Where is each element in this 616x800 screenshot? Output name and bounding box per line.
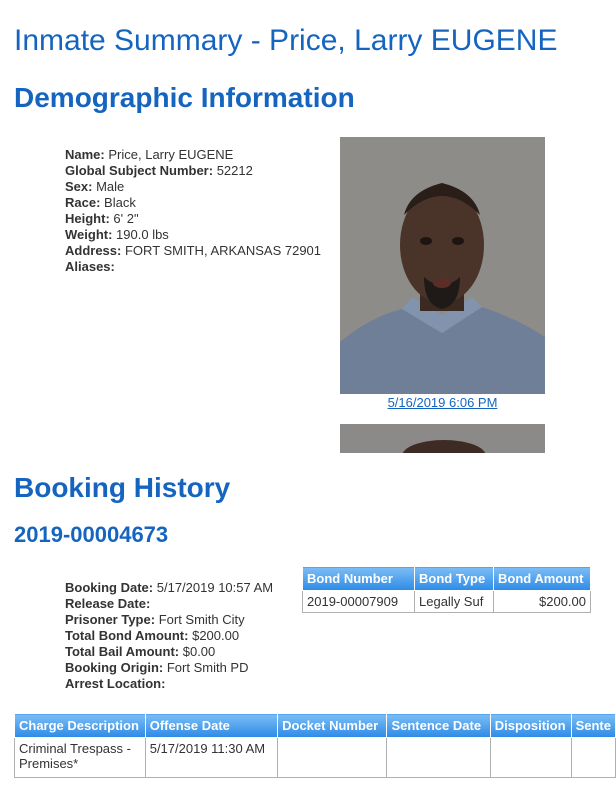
charge-table-header (15, 714, 616, 738)
booking-details (65, 580, 273, 692)
field-sex: Sex: Male (65, 179, 125, 194)
bond-type-cell: Legally Suf (415, 591, 494, 613)
table-row (15, 738, 616, 778)
bond-amount-header: Bond Amount (494, 567, 591, 591)
field-name: Name: Price, Larry EUGENE (65, 147, 234, 162)
field-prisoner-type: Prisoner Type: Fort Smith City (65, 612, 245, 627)
bond-table (302, 566, 591, 613)
docket-number-header: Docket Number (278, 714, 387, 738)
demographic-details (65, 147, 321, 275)
offense-date-cell: 5/17/2019 11:30 AM (145, 738, 277, 778)
booking-number: 2019-00004673 (14, 522, 169, 547)
field-race: Race: Black (65, 195, 136, 210)
field-weight: Weight: 190.0 lbs (65, 227, 169, 242)
field-arrest-location: Arrest Location: (65, 676, 166, 691)
bond-type-header: Bond Type (415, 567, 494, 591)
booking-history-heading: Booking History (14, 472, 231, 503)
charge-description-cell: Criminal Trespass - Premises* (15, 738, 146, 778)
field-address: Address: FORT SMITH, ARKANSAS 72901 (65, 243, 322, 258)
field-total-bond-amount: Total Bond Amount: $200.00 (65, 628, 240, 643)
mugshot-photo[interactable] (340, 137, 545, 394)
field-booking-date: Booking Date: 5/17/2019 10:57 AM (65, 580, 274, 595)
bond-number-header: Bond Number (303, 567, 415, 591)
disposition-cell (490, 738, 571, 778)
field-global-subject-number: Global Subject Number: 52212 (65, 163, 253, 178)
field-height: Height: 6' 2" (65, 211, 139, 226)
bond-number-cell: 2019-00007909 (303, 591, 415, 613)
field-booking-origin: Booking Origin: Fort Smith PD (65, 660, 249, 675)
bond-amount-cell: $200.00 (494, 591, 591, 613)
sentence-date-header: Sentence Date (387, 714, 490, 738)
field-total-bail-amount: Total Bail Amount: $0.00 (65, 644, 216, 659)
table-row (303, 591, 591, 613)
charge-table (14, 713, 616, 778)
field-release-date: Release Date: (65, 596, 151, 611)
sentence-header: Sente (571, 714, 615, 738)
docket-number-cell (278, 738, 387, 778)
demographic-heading: Demographic Information (14, 82, 355, 113)
page-title: Inmate Summary - Price, Larry EUGENE (14, 24, 558, 57)
sentence-cell (571, 738, 615, 778)
mugshot-photo-secondary[interactable] (340, 424, 545, 453)
bond-table-header (303, 567, 591, 591)
disposition-header: Disposition (490, 714, 571, 738)
photo-date-link[interactable]: 5/16/2019 6:06 PM (387, 395, 498, 410)
charge-description-header: Charge Description (15, 714, 146, 738)
offense-date-header: Offense Date (145, 714, 277, 738)
field-aliases: Aliases: (65, 259, 115, 274)
sentence-date-cell (387, 738, 490, 778)
